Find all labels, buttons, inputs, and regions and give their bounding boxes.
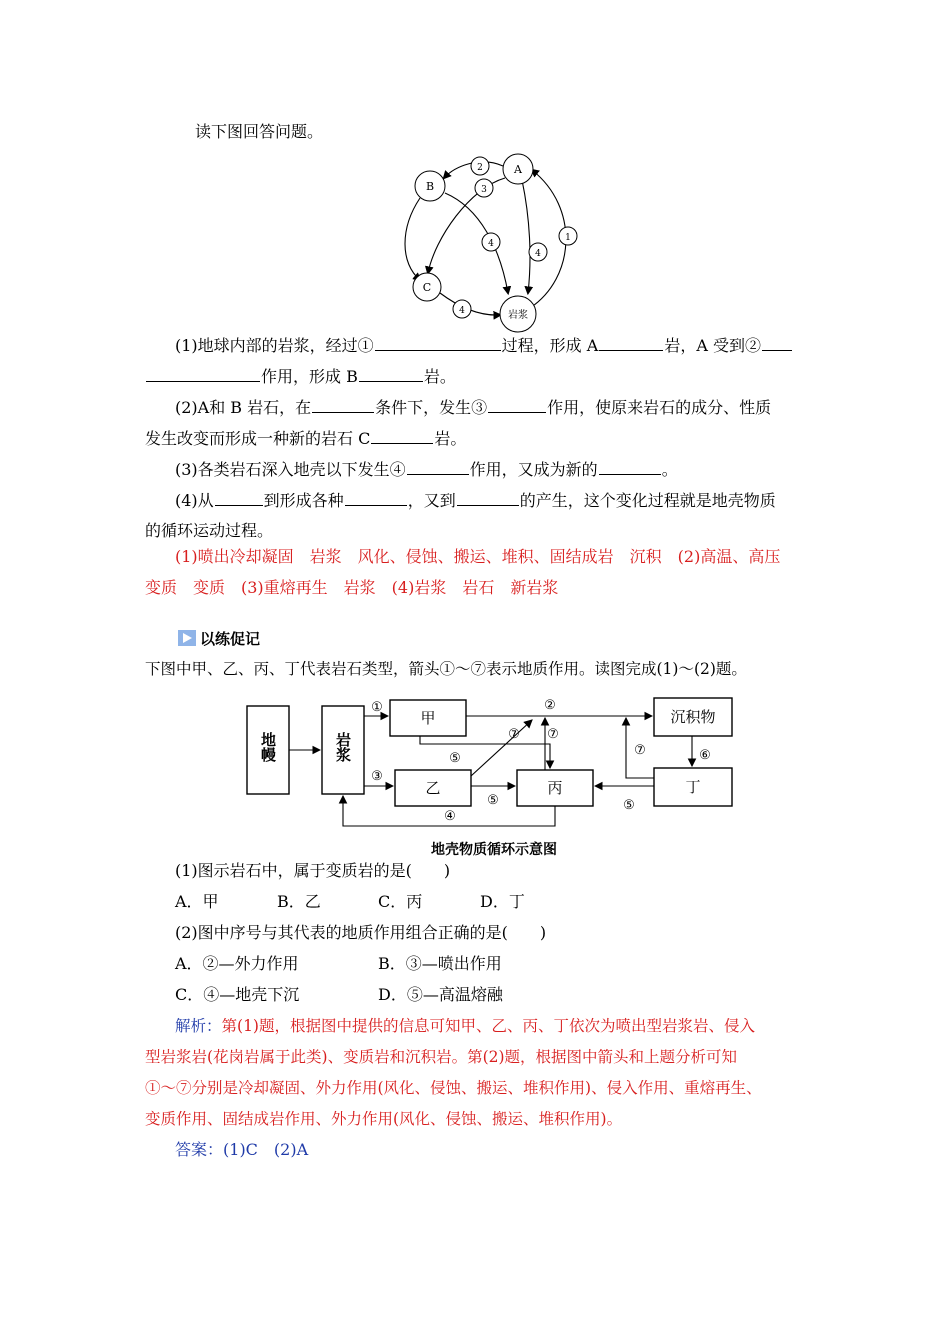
diagram-caption: 地壳物质循环示意图 xyxy=(431,842,557,858)
svg-text:4: 4 xyxy=(488,239,494,249)
svg-text:丙: 丙 xyxy=(547,779,563,797)
svg-text:A: A xyxy=(514,163,522,176)
mc2-option-a[interactable]: A．②—外力作用 xyxy=(175,954,299,973)
section-title: 以练促记 xyxy=(178,628,260,650)
svg-text:岩浆: 岩浆 xyxy=(508,310,528,321)
question-4-line-1: (4)从 到形成各种 ，又到 的产生，这个变化过程就是地壳物质 xyxy=(175,491,776,510)
mc2-option-c[interactable]: C．④—地壳下沉 xyxy=(175,985,300,1004)
svg-text:岩浆: 岩浆 xyxy=(334,732,352,762)
question-2-line-1: (2)A和 B 岩石，在 条件下，发生③ 作用，使原来岩石的成分、性质 xyxy=(175,398,772,417)
svg-text:2: 2 xyxy=(477,163,483,173)
svg-text:⑦: ⑦ xyxy=(508,727,520,742)
svg-text:②: ② xyxy=(544,698,556,713)
svg-text:4: 4 xyxy=(459,306,465,316)
mc2-option-d[interactable]: D．⑤—高温熔融 xyxy=(378,985,503,1004)
question-2-line-2: 发生改变而形成一种新的岩石 C 岩。 xyxy=(145,429,467,448)
svg-text:4: 4 xyxy=(535,249,541,259)
mc1-option-b[interactable]: B．乙 xyxy=(277,892,321,911)
answer-1-line-2: 变质 变质 (3)重熔再生 岩浆 (4)岩浆 岩石 新岩浆 xyxy=(145,578,559,597)
question-4-line-2: 的循环运动过程。 xyxy=(145,521,274,540)
svg-text:3: 3 xyxy=(481,185,487,195)
analysis-line-1: 解析：第(1)题，根据图中提供的信息可知甲、乙、丙、丁依次为喷出型岩浆岩、侵入 xyxy=(175,1017,755,1035)
analysis-line-4: 变质作用、固结成岩作用、外力作用(风化、侵蚀、搬运、堆积作用)。 xyxy=(145,1110,623,1128)
final-answer: 答案：(1)C (2)A xyxy=(175,1140,309,1159)
play-icon xyxy=(178,630,196,646)
mc1-stem: (1)图示岩石中，属于变质岩的是( ) xyxy=(175,861,451,880)
question-3: (3)各类岩石深入地壳以下发生④ 作用，又成为新的 。 xyxy=(175,460,678,479)
svg-text:地幔: 地幔 xyxy=(259,732,277,762)
intro-text: 读下图回答问题。 xyxy=(195,122,324,141)
svg-text:⑥: ⑥ xyxy=(699,748,711,763)
answer-1-line-1: (1)喷出冷却凝固 岩浆 风化、侵蚀、搬运、堆积、固结成岩 沉积 (2)高温、高压 xyxy=(175,547,781,566)
svg-text:③: ③ xyxy=(371,769,383,784)
svg-text:沉积物: 沉积物 xyxy=(670,708,716,726)
svg-text:⑤: ⑤ xyxy=(449,751,461,766)
svg-text:①: ① xyxy=(371,700,383,715)
mc1-option-c[interactable]: C．丙 xyxy=(378,892,423,911)
svg-text:⑤: ⑤ xyxy=(623,798,635,813)
svg-text:⑦: ⑦ xyxy=(547,727,559,742)
question-1-line-1: (1)地球内部的岩浆，经过① 过程，形成 A 岩，A 受到② xyxy=(175,334,793,357)
svg-text:甲: 甲 xyxy=(420,709,436,727)
mc1-option-a[interactable]: A．甲 xyxy=(175,892,219,911)
analysis-line-2: 型岩浆岩(花岗岩属于此类)、变质岩和沉积岩。第(2)题，根据图中箭头和上题分析可知 xyxy=(145,1048,738,1066)
prompt-2: 下图中甲、乙、丙、丁代表岩石类型，箭头①～⑦表示地质作用。读图完成(1)～(2)题。 xyxy=(145,660,747,678)
svg-text:C: C xyxy=(422,281,432,294)
mc1-option-d[interactable]: D．丁 xyxy=(480,892,525,911)
crust-cycle-diagram xyxy=(240,692,740,862)
svg-text:丁: 丁 xyxy=(685,778,701,796)
svg-text:1: 1 xyxy=(565,233,571,243)
svg-text:⑤: ⑤ xyxy=(487,793,499,808)
mc2-stem: (2)图中序号与其代表的地质作用组合正确的是( ) xyxy=(175,923,547,942)
question-1-line-2: 作用，形成 B 岩。 xyxy=(145,365,456,388)
svg-text:乙: 乙 xyxy=(425,779,441,797)
svg-text:④: ④ xyxy=(444,809,456,824)
svg-text:B: B xyxy=(425,180,435,193)
mc2-option-b[interactable]: B．③—喷出作用 xyxy=(378,954,502,973)
svg-text:⑦: ⑦ xyxy=(634,743,646,758)
rock-cycle-diagram-1 xyxy=(400,148,590,333)
analysis-line-3: ①～⑦分别是冷却凝固、外力作用(风化、侵蚀、搬运、堆积作用)、侵入作用、重熔再生、 xyxy=(145,1079,762,1097)
